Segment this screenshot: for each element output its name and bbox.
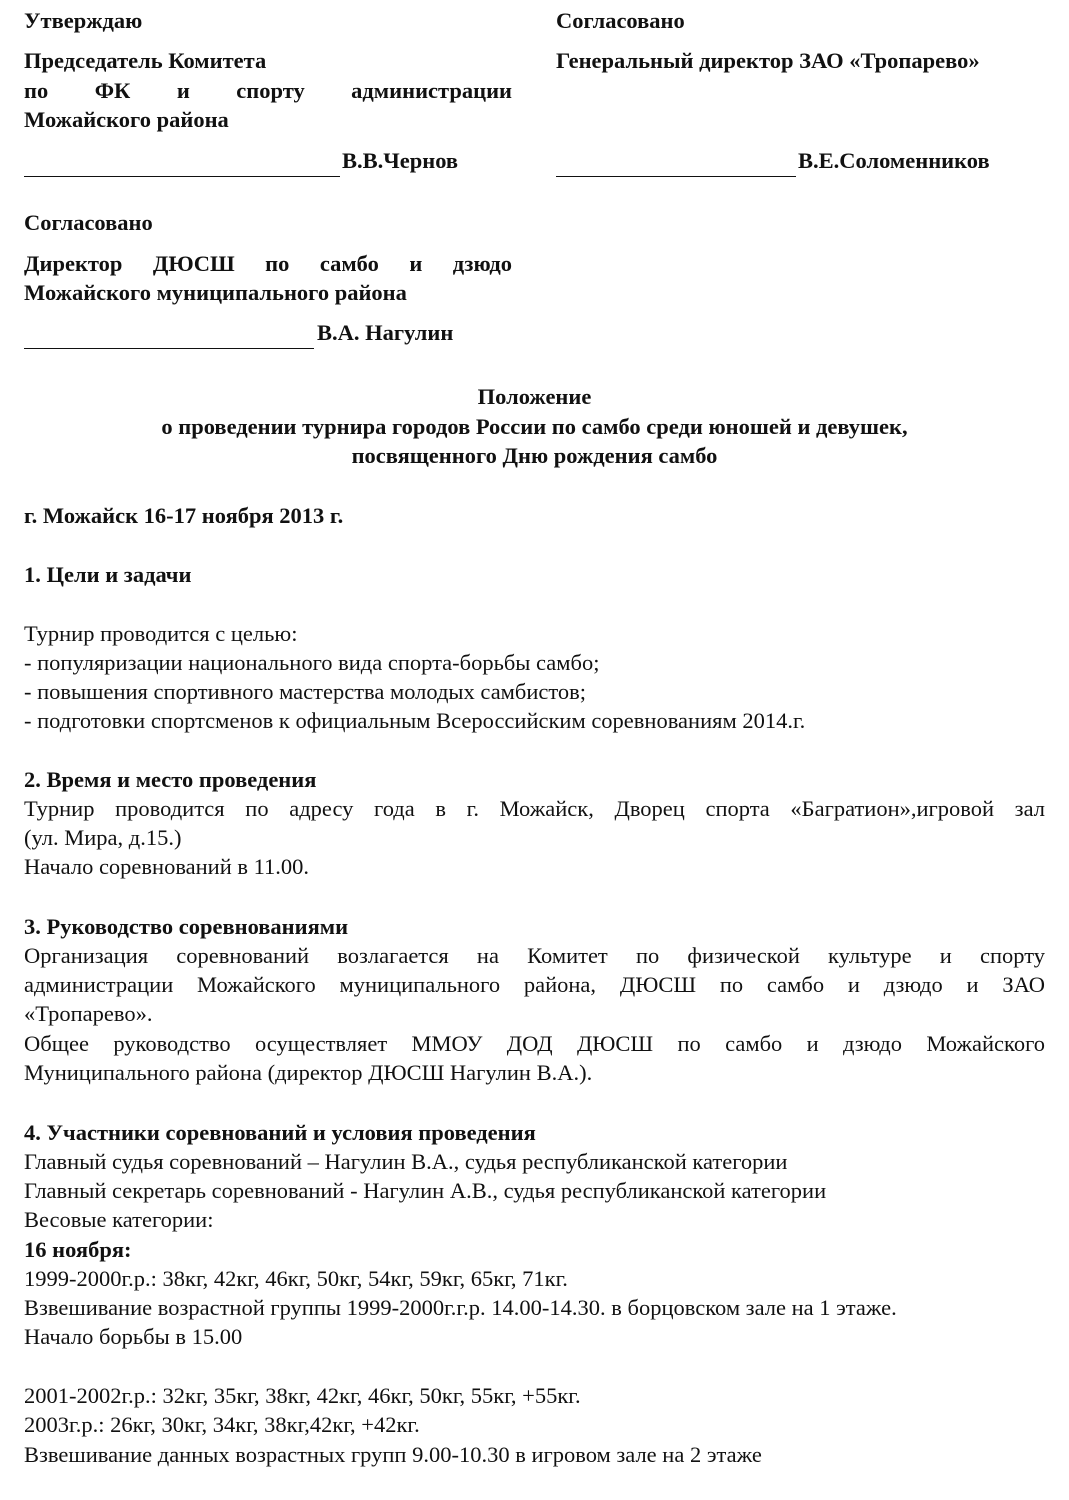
section2-line1: Турнир проводится по адресу года в г. Можайск, Дворец спорта «Багратион»,игровой зал bbox=[24, 796, 1045, 821]
section1-heading: 1. Цели и задачи bbox=[24, 562, 192, 587]
agreer-position-right: Генеральный директор ЗАО «Тропарево» bbox=[556, 48, 980, 73]
agreer-position-second-line2: Можайского муниципального района bbox=[24, 280, 407, 305]
section3-line5: Муниципального района (директор ДЮСШ Нагулин В.А.). bbox=[24, 1060, 593, 1085]
approver-position-line2: по ФК и спорту администрации bbox=[24, 78, 512, 103]
section4-heading: 4. Участники соревнований и условия проведения bbox=[24, 1120, 536, 1145]
document-subtitle-line2: посвященного Дню рождения самбо bbox=[351, 443, 718, 468]
list-item: - популяризации национального вида спорта-борьбы самбо; bbox=[24, 650, 600, 675]
agreer-position-second-line1: Директор ДЮСШ по самбо и дзюдо bbox=[24, 251, 512, 276]
approval-heading-left: Утверждаю bbox=[24, 8, 143, 33]
section3-line4: Общее руководство осуществляет ММОУ ДОД ДЮСШ по самбо и дзюдо Можайского bbox=[24, 1031, 1045, 1056]
section4-start1: Начало борьбы в 15.00 bbox=[24, 1324, 243, 1349]
signature-line-right bbox=[556, 148, 796, 177]
section3-line2: администрации Можайского муниципального района, ДЮСШ по самбо и дзюдо и ЗАО bbox=[24, 972, 1045, 997]
section1-intro: Турнир проводится с целью: bbox=[24, 621, 298, 646]
place-date: г. Можайск 16-17 ноября 2013 г. bbox=[24, 503, 344, 528]
approver-position-line3: Можайского района bbox=[24, 107, 229, 132]
section4-group3: 2003г.р.: 26кг, 30кг, 34кг, 38кг,42кг, +42кг. bbox=[24, 1412, 420, 1437]
section2-line2: (ул. Мира, д.15.) bbox=[24, 825, 182, 850]
section4-group1: 1999-2000г.р.: 38кг, 42кг, 46кг, 50кг, 54кг, 59кг, 65кг, 71кг. bbox=[24, 1266, 568, 1291]
section3-line1: Организация соревнований возлагается на Комитет по физической культуре и спорту bbox=[24, 943, 1045, 968]
approver-name: В.В.Чернов bbox=[342, 148, 459, 173]
section3-heading: 3. Руководство соревнованиями bbox=[24, 914, 349, 939]
approver-position-line1: Председатель Комитета bbox=[24, 48, 267, 73]
section4-secretary: Главный секретарь соревнований - Нагулин А.В., судья республиканской категории bbox=[24, 1178, 827, 1203]
section3-line3: «Тропарево». bbox=[24, 1001, 153, 1026]
section4-weights-label: Весовые категории: bbox=[24, 1207, 214, 1232]
section2-line3: Начало соревнований в 11.00. bbox=[24, 854, 310, 879]
approval-heading-second: Согласовано bbox=[24, 210, 153, 235]
document-title: Положение bbox=[477, 384, 592, 409]
section4-weighin1: Взвешивание возрастной группы 1999-2000г.г.р. 14.00-14.30. в борцовском зале на 1 этаже. bbox=[24, 1295, 897, 1320]
section4-judge: Главный судья соревнований – Нагулин В.А., судья республиканской категории bbox=[24, 1149, 788, 1174]
signature-line-left bbox=[24, 148, 340, 177]
document-subtitle-line1: о проведении турнира городов России по самбо среди юношей и девушек, bbox=[161, 414, 908, 439]
agreer-name-second: В.А. Нагулин bbox=[317, 320, 454, 345]
list-item: - подготовки спортсменов к официальным Всероссийским соревнованиям 2014.г. bbox=[24, 708, 806, 733]
section4-weighin2: Взвешивание данных возрастных групп 9.00-10.30 в игровом зале на 2 этаже bbox=[24, 1442, 762, 1467]
signature-line-second bbox=[24, 320, 314, 349]
list-item: - повышения спортивного мастерства молодых самбистов; bbox=[24, 679, 587, 704]
section4-day-label: 16 ноября: bbox=[24, 1237, 132, 1262]
approval-heading-right: Согласовано bbox=[556, 8, 685, 33]
section2-heading: 2. Время и место проведения bbox=[24, 767, 317, 792]
agreer-name-right: В.Е.Соломенников bbox=[798, 148, 990, 173]
section4-group2: 2001-2002г.р.: 32кг, 35кг, 38кг, 42кг, 46кг, 50кг, 55кг, +55кг. bbox=[24, 1383, 581, 1408]
